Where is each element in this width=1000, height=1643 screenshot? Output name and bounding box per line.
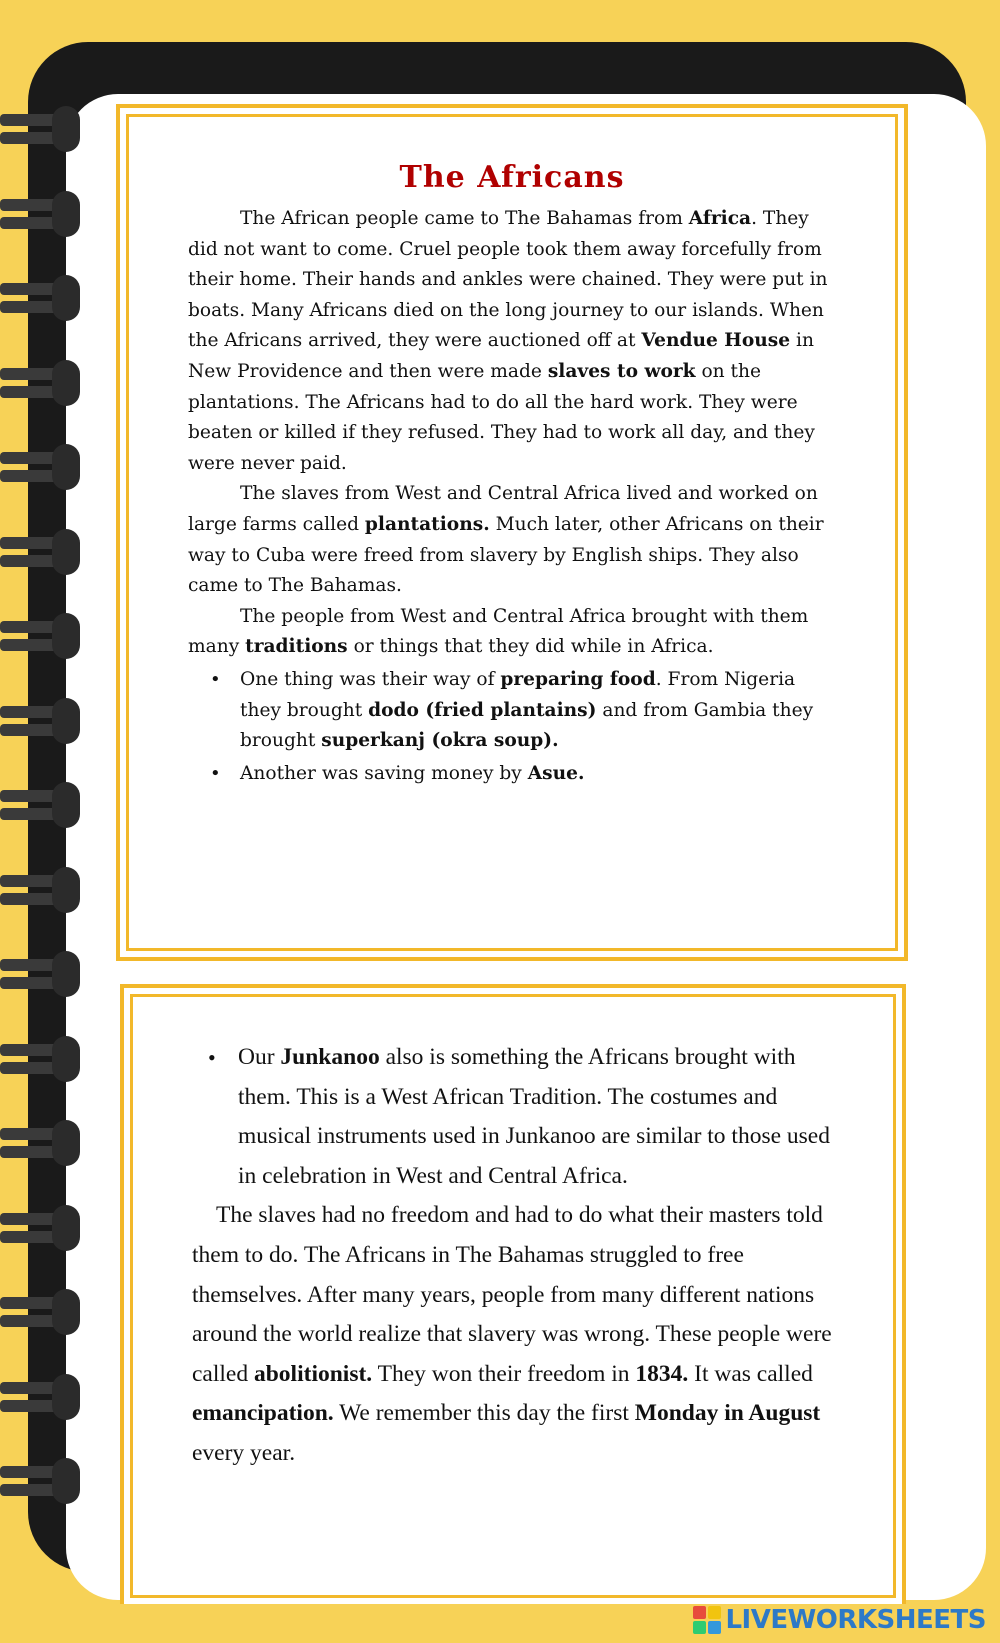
bold-term: abolitionist.: [253, 1360, 373, 1387]
traditions-list: [188, 665, 838, 789]
bold-term: Africa: [688, 208, 752, 229]
binding-ring: [0, 106, 82, 152]
logo-tile: [708, 1606, 721, 1619]
reading-panel-bottom: [120, 984, 906, 1604]
logo-tile: [693, 1606, 706, 1619]
binding-ring: [0, 529, 82, 575]
binding-ring: [0, 1036, 82, 1082]
reading-panel-top: [116, 104, 908, 961]
binding-ring: [0, 867, 82, 913]
watermark-text: LIVEWORKSHEETS: [725, 1605, 986, 1635]
bold-term: dodo (fried plantains): [368, 699, 597, 721]
paragraph-1: The African people came to The Bahamas from Africa. They did not want to come. Cruel people took them away forcefully from their home. Their hands and ankles were chained. They were put in boats. Many Africans died on the long journey to our islands. When the Africans arrived, they were auctioned off at Vendue House in New Providence and then were made slaves to work on the plantations. The Africans had to do all the hard work. They were beaten or killed if they refused. They had to work all day, and they were never paid.: [188, 208, 828, 474]
bold-term: Monday in August: [634, 1400, 821, 1427]
binding-ring: [0, 1120, 82, 1166]
binding-ring: [0, 613, 82, 659]
list-item: • Another was saving money by Asue.: [188, 759, 838, 790]
binding-ring: [0, 698, 82, 744]
binding-ring: [0, 275, 82, 321]
bold-term: superkanj (okra soup).: [321, 730, 559, 752]
binding-ring: [0, 191, 82, 237]
logo-tile: [693, 1621, 706, 1634]
paragraph-3: The people from West and Central Africa brought with them many traditions or things that they did while in Africa.: [188, 605, 809, 658]
page-title: The Africans: [399, 160, 625, 195]
bold-term: Junkanoo: [280, 1044, 380, 1070]
binding-ring: [0, 1458, 82, 1504]
binding-ring: [0, 1205, 82, 1251]
bold-term: plantations.: [364, 513, 490, 535]
liveworksheets-logo-icon: [693, 1606, 721, 1634]
bold-term: emancipation.: [192, 1400, 334, 1427]
paragraph-emancipation: The slaves had no freedom and had to do what their masters told them to do. The Africans in The Bahamas struggled to free themselves. After many years, people from many different nations around the world realize that slavery was wrong. These people were called abolitionist. They won their freedom in 1834. It was called emancipation. We remember this day the first Monday in August every year.: [192, 1202, 832, 1466]
bold-term: Asue.: [527, 762, 585, 784]
binding-ring: [0, 444, 82, 490]
watermark: [693, 1605, 986, 1635]
bold-term: Vendue House: [641, 330, 791, 352]
binding-ring: [0, 782, 82, 828]
list-item: • Our Junkanoo also is something the Africans brought with them. This is a West African Tradition. The costumes and musical instruments used in Junkanoo are similar to those used in celebration in West and Central Africa.: [192, 1038, 852, 1196]
logo-tile: [708, 1621, 721, 1634]
list-item: • One thing was their way of preparing food. From Nigeria they brought dodo (fried plantains) and from Gambia they brought superkanj (okra soup).: [188, 665, 838, 757]
binding-ring: [0, 1374, 82, 1420]
junkanoo-list: [192, 1038, 852, 1196]
paragraph-2: The slaves from West and Central Africa lived and worked on large farms called plantations. Much later, other Africans on their way to Cuba were freed from slavery by English ships. They also came to The Bahamas.: [188, 483, 824, 597]
binding-ring: [0, 951, 82, 997]
reading-text-top: [188, 204, 838, 789]
binding-ring: [0, 1289, 82, 1335]
bold-term: preparing food: [500, 668, 656, 690]
bold-term: traditions: [245, 636, 348, 658]
binding-ring: [0, 360, 82, 406]
bold-term: slaves to work: [547, 360, 696, 382]
reading-text-bottom: [192, 1038, 852, 1474]
bold-term: 1834.: [635, 1360, 689, 1387]
